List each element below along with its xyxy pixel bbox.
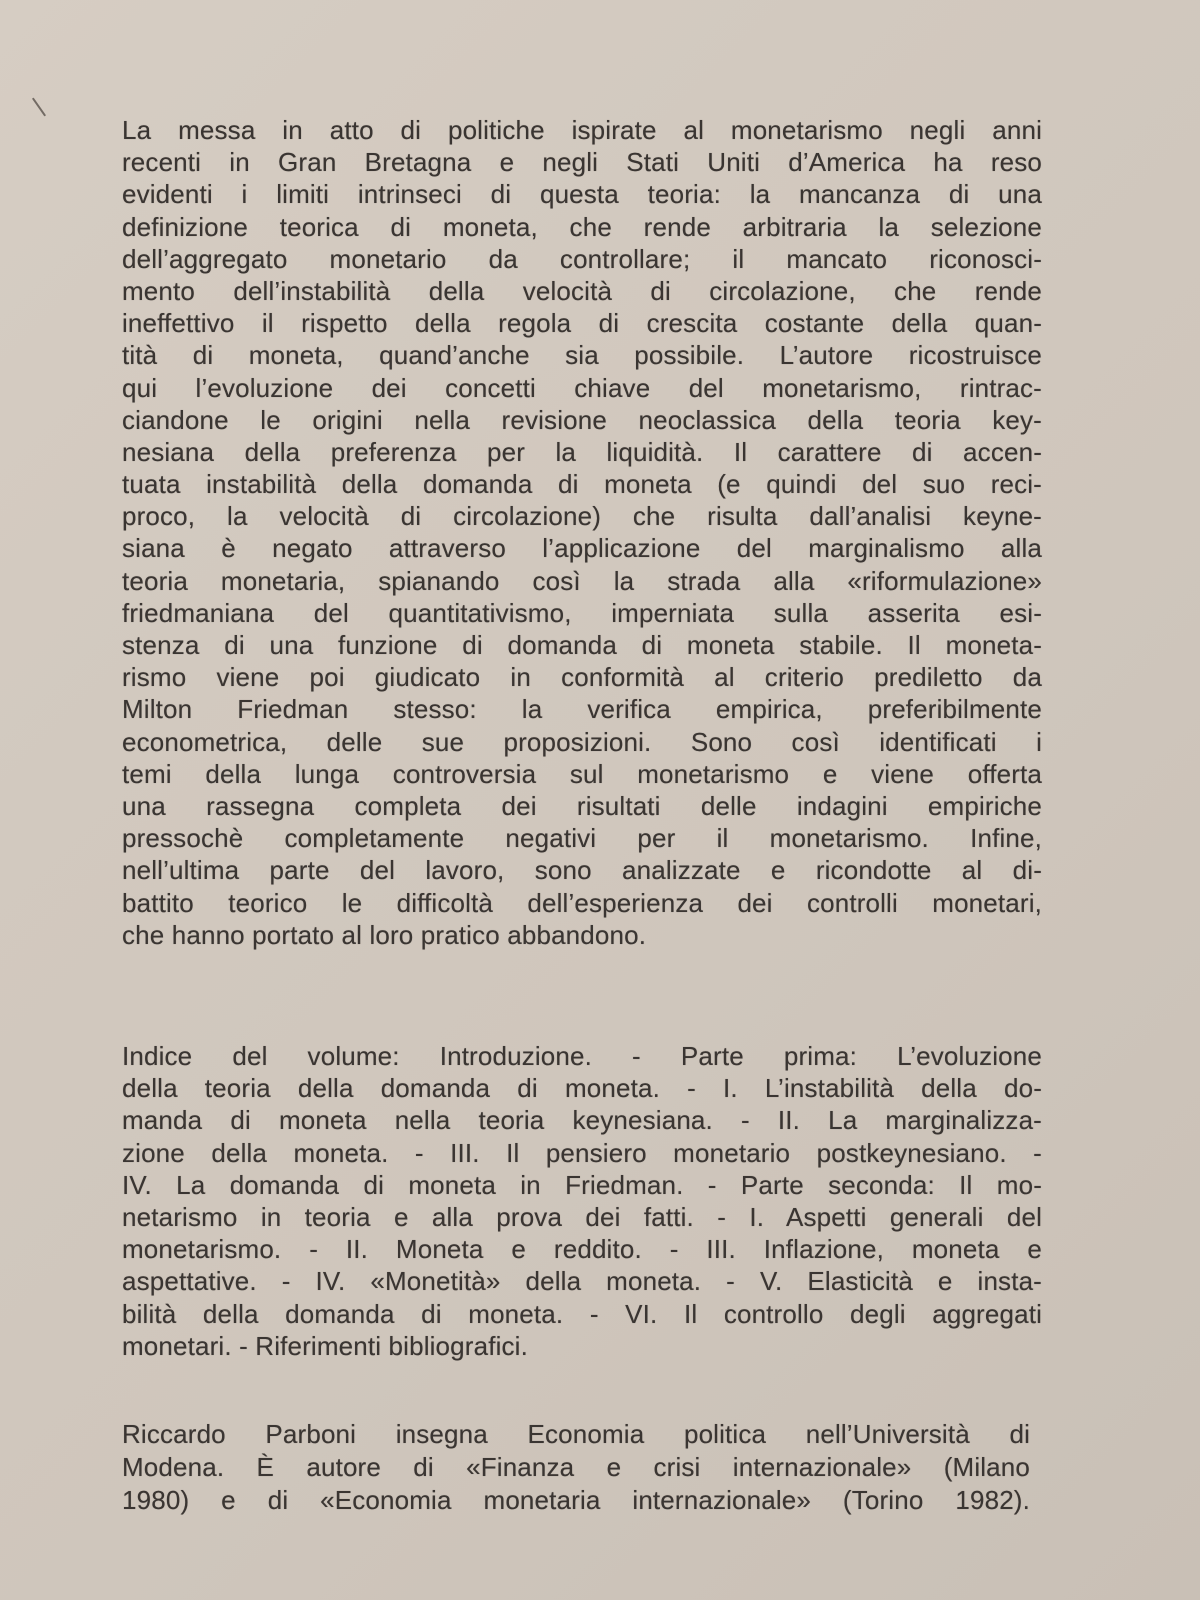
text-line: stenza di una funzione di domanda di moneta stabile. Il moneta- bbox=[122, 630, 1042, 660]
text-line: zione della moneta. - III. Il pensiero monetario postkeynesiano. - bbox=[122, 1137, 1042, 1168]
text-line: aspettative. - IV. «Monetità» della moneta. - V. Elasticità e insta- bbox=[122, 1266, 1042, 1297]
text-line: siana è negato attraverso l’applicazione del marginalismo alla bbox=[122, 533, 1042, 564]
text-line: ineffettivo il rispetto della regola di crescita costante della quan- bbox=[122, 308, 1042, 339]
text-line: IV. La domanda di moneta in Friedman. - Parte seconda: Il mo- bbox=[122, 1169, 1042, 1200]
text-line: 1980) e di «Economia monetaria internazionale» (Torino 1982). bbox=[122, 1485, 1030, 1515]
text-line: definizione teorica di moneta, che rende arbitraria la selezione bbox=[122, 211, 1042, 242]
text-line: mento dell’instabilità della velocità di circolazione, che rende bbox=[122, 275, 1042, 306]
text-line: Riccardo Parboni insegna Economia politica nell’Università di bbox=[122, 1419, 1030, 1449]
text-line: nesiana della preferenza per la liquidità. Il carattere di accen- bbox=[122, 436, 1042, 467]
text-line: La messa in atto di politiche ispirate al monetarismo negli anni bbox=[122, 115, 1042, 145]
text-line: monetari. - Riferimenti bibliografici. bbox=[122, 1330, 528, 1361]
text-line: Indice del volume: Introduzione. - Parte prima: L’evoluzione bbox=[122, 1041, 1042, 1071]
text-line: nell’ultima parte del lavoro, sono analizzate e ricondotte al di- bbox=[122, 855, 1042, 886]
text-line: Milton Friedman stesso: la verifica empirica, preferibilmente bbox=[122, 694, 1042, 725]
text-line: tuata instabilità della domanda di moneta (e quindi del suo reci- bbox=[122, 469, 1042, 500]
text-line: qui l’evoluzione dei concetti chiave del monetarismo, rintrac- bbox=[122, 372, 1042, 403]
pen-mark bbox=[32, 97, 46, 116]
text-line: della teoria della domanda di moneta. - I. L’instabilità della do- bbox=[122, 1073, 1042, 1104]
text-line: monetarismo. - II. Moneta e reddito. - III. Inflazione, moneta e bbox=[122, 1234, 1042, 1265]
author-bio-paragraph bbox=[122, 1418, 1030, 1517]
text-line: una rassegna completa dei risultati delle indagini empiriche bbox=[122, 790, 1042, 821]
text-line: rismo viene poi giudicato in conformità al criterio prediletto da bbox=[122, 662, 1042, 693]
text-line: netarismo in teoria e alla prova dei fatti. - I. Aspetti generali del bbox=[122, 1201, 1042, 1232]
text-line: teoria monetaria, spianando così la strada alla «riformulazione» bbox=[122, 565, 1042, 596]
text-line: ciandone le origini nella revisione neoclassica della teoria key- bbox=[122, 404, 1042, 435]
text-line: battito teorico le difficoltà dell’esperienza dei controlli monetari, bbox=[122, 887, 1042, 918]
text-line: Modena. È autore di «Finanza e crisi internazionale» (Milano bbox=[122, 1452, 1030, 1482]
text-line: evidenti i limiti intrinseci di questa teoria: la mancanza di una bbox=[122, 179, 1042, 210]
text-line: temi della lunga controversia sul monetarismo e viene offerta bbox=[122, 758, 1042, 789]
text-line: manda di moneta nella teoria keynesiana. - II. La marginalizza- bbox=[122, 1105, 1042, 1136]
text-line: che hanno portato al loro pratico abbandono. bbox=[122, 919, 647, 950]
text-line: recenti in Gran Bretagna e negli Stati Uniti d’America ha reso bbox=[122, 147, 1042, 178]
text-line: dell’aggregato monetario da controllare; il mancato riconosci- bbox=[122, 243, 1042, 274]
text-line: econometrica, delle sue proposizioni. Sono così identificati i bbox=[122, 726, 1042, 757]
text-line: bilità della domanda di moneta. - VI. Il controllo degli aggregati bbox=[122, 1298, 1042, 1329]
text-line: proco, la velocità di circolazione) che risulta dall’analisi keyne- bbox=[122, 501, 1042, 532]
text-line: pressochè completamente negativi per il monetarismo. Infine, bbox=[122, 823, 1042, 854]
text-line: tità di moneta, quand’anche sia possibile. L’autore ricostruisce bbox=[122, 340, 1042, 371]
table-of-contents-paragraph bbox=[122, 1040, 1042, 1362]
abstract-paragraph bbox=[122, 114, 1042, 951]
text-line: friedmaniana del quantitativismo, imperniata sulla asserita esi- bbox=[122, 597, 1042, 628]
